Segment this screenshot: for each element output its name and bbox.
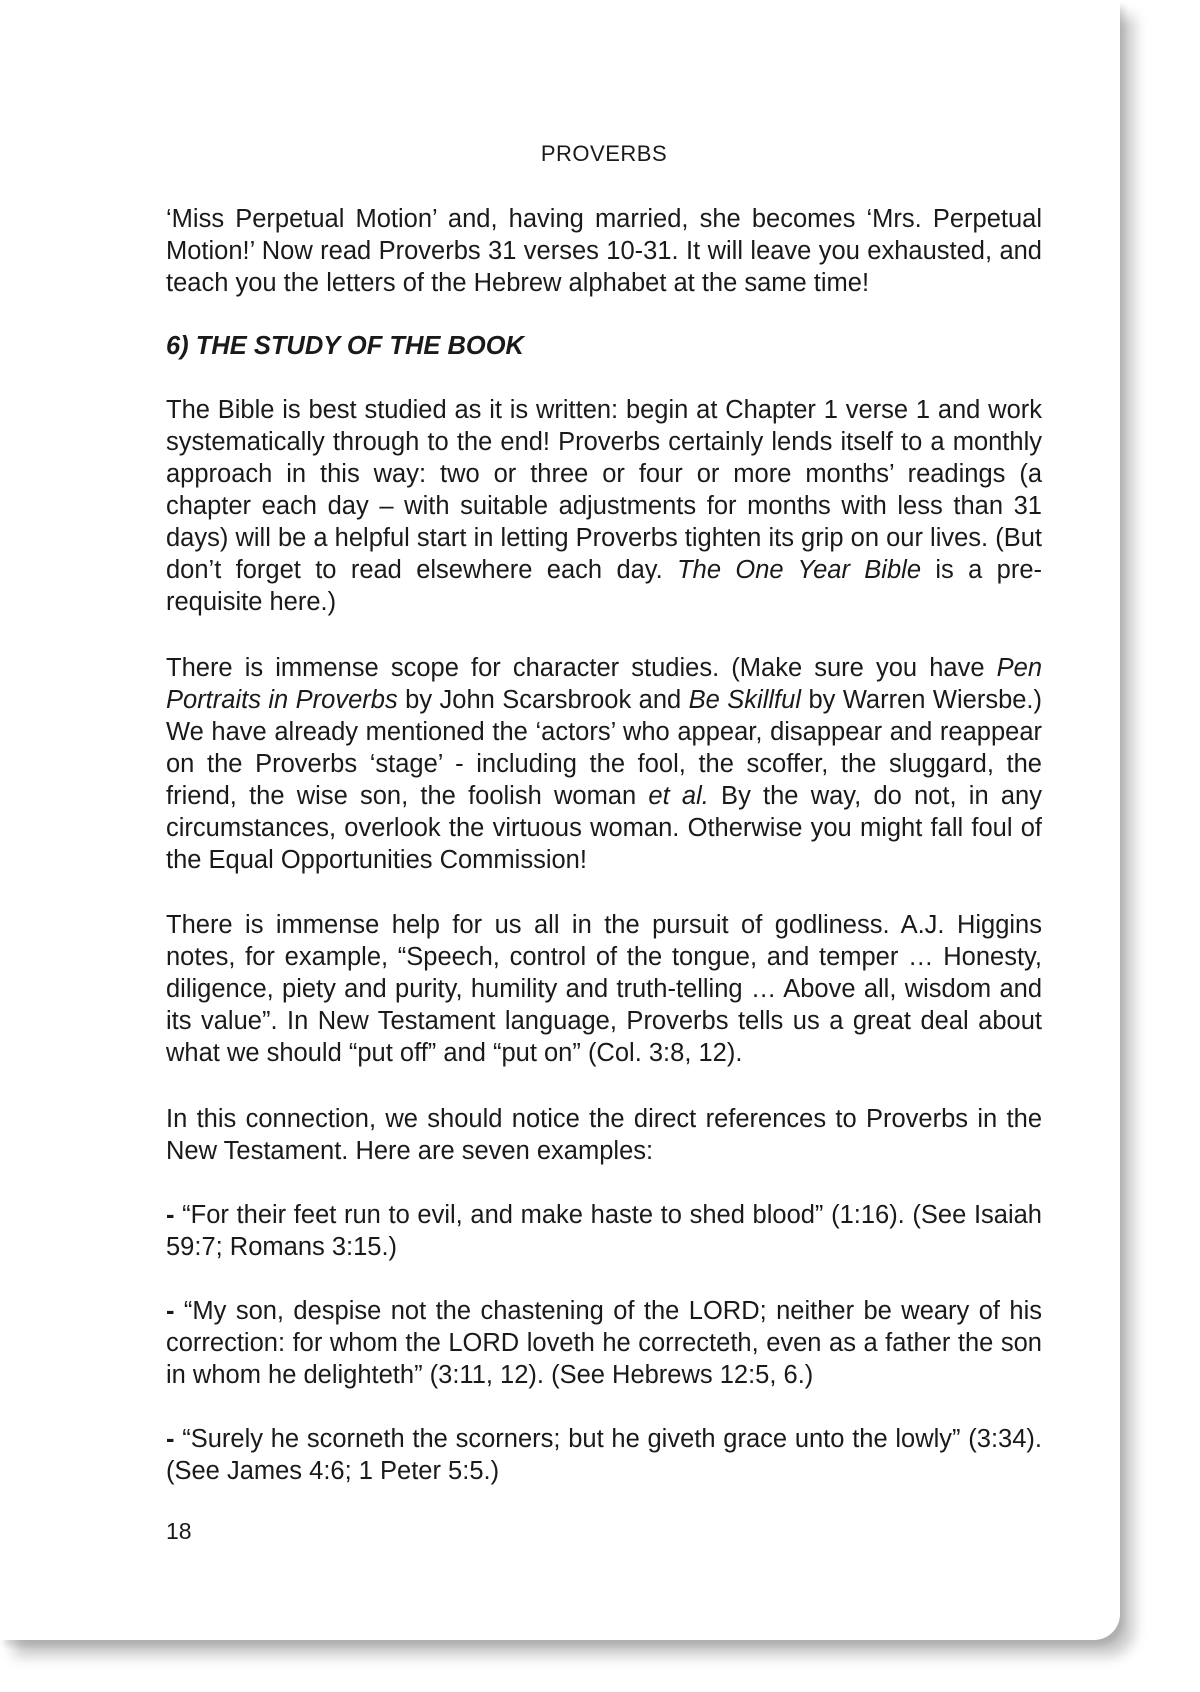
- example-item: [166, 1423, 1042, 1487]
- example-text: “For their feet run to evil, and make haste to shed blood” (1:16). (See Isaiah 59:7; Romans 3:15.): [166, 1201, 1042, 1261]
- paragraph-text: is a pre-requisite here.): [166, 556, 1043, 616]
- page-number: 18: [166, 1518, 192, 1544]
- intro-paragraph: ‘Miss Perpetual Motion’ and, having married, she becomes ‘Mrs. Perpetual Motion!’ Now read Proverbs 31 verses 10-31. It will leave you exhausted, and teach you the letters of the Hebrew alphabet at the same time!: [166, 205, 1042, 297]
- paragraph-godliness: There is immense help for us all in the pursuit of godliness. A.J. Higgins notes, for example, “Speech, control of the tongue, and temper … Honesty, diligence, piety and purity, humility and truth-telling … Above all, wisdom and its value”. In New Testament language, Proverbs tells us a great deal about what we should “put off” and “put on” (Col. 3:8, 12).: [166, 911, 1042, 1067]
- section-heading: 6) THE STUDY OF THE BOOK: [166, 332, 524, 360]
- latin-phrase: et al.: [648, 782, 709, 810]
- book-title: Be Skillful: [688, 686, 801, 714]
- example-text: “My son, despise not the chastening of the LORD; neither be weary of his correction: for whom the LORD loveth he correcteth, even as a father the son in whom he delighteth” (3:11, 12). (See Hebrews 12:5, 6.): [166, 1297, 1042, 1389]
- example-dash: -: [166, 1425, 175, 1453]
- paragraph-character-studies: [166, 652, 1042, 876]
- paragraph-text: by John Scarsbrook and: [397, 686, 689, 714]
- paragraph-references: In this connection, we should notice the direct references to Proverbs in the New Testament. Here are seven examples:: [166, 1105, 1042, 1165]
- example-item: [166, 1295, 1042, 1391]
- book-title: The One Year Bible: [677, 556, 922, 584]
- paragraph-text: by Warren Wiersbe.) We have already mentioned the ‘actors’ who appear, disappear and reappear on the Proverbs ‘stage’ - including the fool, the scoffer, the sluggard, the friend, the wise son, the foolish woman: [166, 686, 1043, 810]
- paragraph-study-method: [166, 394, 1042, 618]
- example-dash: -: [166, 1201, 175, 1229]
- paragraph-text: There is immense scope for character studies. (Make sure you have: [166, 654, 997, 682]
- example-dash: -: [166, 1297, 175, 1325]
- running-head: PROVERBS: [540, 141, 668, 166]
- book-title: Pen Portraits in Proverbs: [166, 654, 1042, 714]
- example-item: [166, 1199, 1042, 1263]
- paragraph-text: The Bible is best studied as it is written: begin at Chapter 1 verse 1 and work systematically through to the end! Proverbs certainly lends itself to a monthly approach in this way: two or three or four or more months’ readings (a chapter each day – with suitable adjustments for months with less than 31 days) will be a helpful start in letting Proverbs tighten its grip on our lives. (But don’t forget to read elsewhere each day.: [166, 396, 1042, 584]
- paragraph-text: By the way, do not, in any circumstances, overlook the virtuous woman. Otherwise you might fall foul of the Equal Opportunities Commission!: [166, 782, 1042, 874]
- example-text: “Surely he scorneth the scorners; but he giveth grace unto the lowly” (3:34). (See James 4:6; 1 Peter 5:5.): [166, 1425, 1042, 1485]
